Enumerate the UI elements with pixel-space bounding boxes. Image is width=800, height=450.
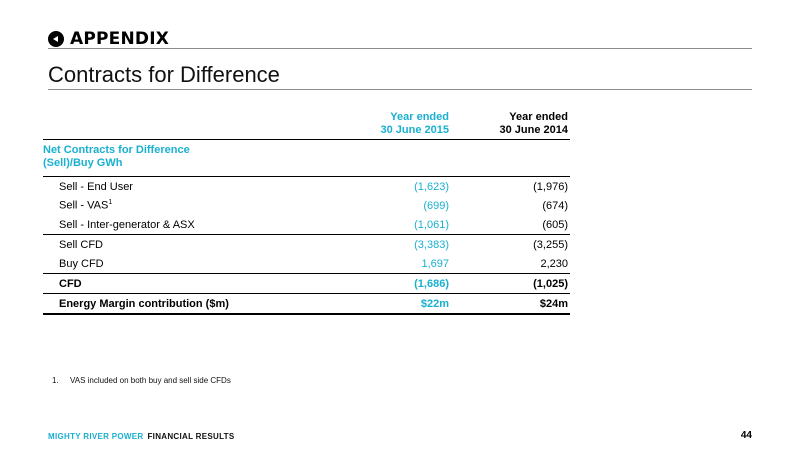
cfd-table bbox=[43, 103, 570, 315]
footnote: 1. VAS included on both buy and sell side CFDs bbox=[52, 376, 231, 385]
column-header-2015: Year ended 30 June 2015 bbox=[380, 111, 449, 136]
table-row-margin: Energy Margin contribution ($m) $22m $24m bbox=[43, 294, 570, 315]
header-divider bbox=[48, 48, 752, 49]
report-name: FINANCIAL RESULTS bbox=[147, 432, 235, 441]
table-header-row bbox=[43, 103, 570, 140]
page-title: Contracts for Difference bbox=[48, 62, 280, 87]
table-row: Sell - VAS$^1$ (699) (674) bbox=[59, 199, 568, 212]
table-row: Sell - End User (1,623) (1,976) bbox=[59, 180, 568, 193]
footer bbox=[48, 432, 235, 441]
title-divider bbox=[48, 89, 752, 90]
column-header-2014: Year ended 30 June 2014 bbox=[499, 111, 568, 136]
page-number: 44 bbox=[740, 430, 752, 441]
section-header-row: Net Contracts for Difference (Sell)/Buy GWh bbox=[43, 140, 570, 177]
section-label: APPENDIX bbox=[70, 29, 170, 49]
table-row: Sell - Inter-generator & ASX (1,061) (605) bbox=[43, 215, 570, 235]
table-row-total: CFD (1,686) (1,025) bbox=[43, 274, 570, 294]
table-row: Buy CFD 1,697 2,230 bbox=[43, 254, 570, 274]
table-row: Sell CFD (3,383) (3,255) bbox=[59, 238, 568, 251]
brand-name: MIGHTY RIVER POWER bbox=[48, 432, 144, 441]
appendix-arrow-icon bbox=[48, 31, 64, 47]
footnote-marker: 1 bbox=[108, 199, 113, 207]
